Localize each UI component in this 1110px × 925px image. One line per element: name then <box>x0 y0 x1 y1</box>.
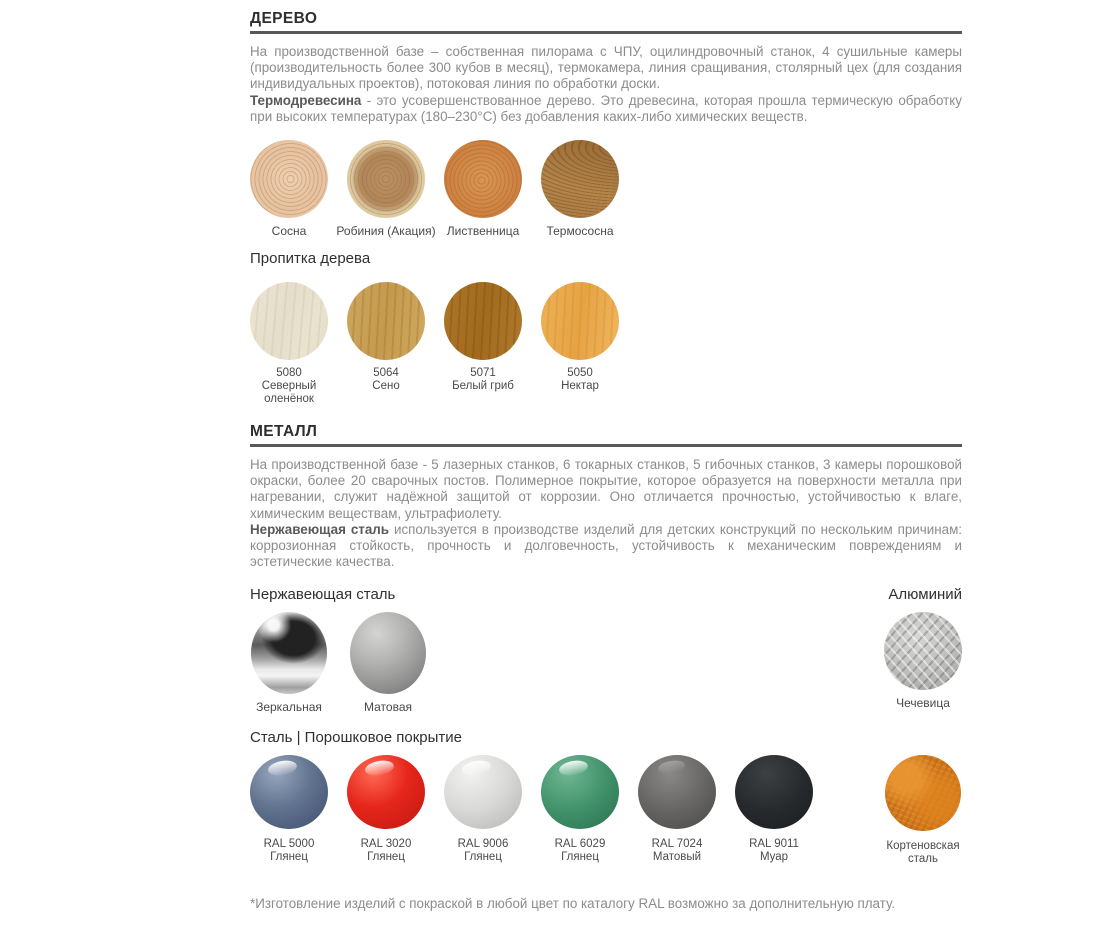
thermowood-text: - это усовершенствованное дерево. Это древесина, которая прошла термическую обработку при высоких температурах (180–230°С) без добавления каких-либо химических веществ. <box>250 92 962 124</box>
wood-species-cell <box>250 140 328 238</box>
stainless-lead: Нержавеющая сталь <box>250 521 390 537</box>
powder-cell <box>250 755 328 866</box>
diamond-plate-swatch <box>884 612 962 690</box>
impregnation-title: Пропитка дерева <box>250 250 371 268</box>
swatch-label: Сосна <box>271 224 307 239</box>
wood-intro-text: На производственной базе – собственная пилорама с ЧПУ, оцилиндровочный станок, 4 сушильные камеры (производительность более 300 кубов в месяц), термокамера, линия сращивания, столярный цех (для создания индивидуальных проектов), потоковая линия по обработки доски. <box>250 44 962 92</box>
impregnation-cell <box>347 282 425 405</box>
ral-code: RAL 6029 <box>554 838 606 851</box>
powder-cell <box>735 755 813 866</box>
impregnation-name: Сено <box>372 380 400 393</box>
stainless-cell <box>349 612 427 714</box>
ral9006-swatch <box>444 755 522 829</box>
swatch-label: Термососна <box>546 224 614 239</box>
robinia-wood-swatch <box>347 140 425 218</box>
metal-intro-paragraph <box>250 457 962 570</box>
ral5000-swatch <box>250 755 328 829</box>
impregnation-code: 5064 <box>373 367 399 380</box>
impregnation-swatch-5050 <box>541 282 619 360</box>
wood-species-row <box>250 140 962 238</box>
swatch-label: Зеркальная <box>256 700 322 715</box>
ral-finish: Муар <box>759 851 789 864</box>
swatch-label: Чечевица <box>896 696 950 711</box>
mirror-steel-swatch <box>251 612 327 694</box>
wood-intro-paragraph <box>250 44 962 125</box>
powder-coating-title: Сталь | Порошковое покрытие <box>250 729 462 747</box>
metal-section <box>250 423 962 911</box>
ral-code: RAL 9006 <box>457 838 509 851</box>
stainless-text: используется в производстве изделий для детских конструкций по нескольким причинам: коррозионная стойкость, прочность и долговечность, устойчивость к механическим повреждениям и эстетические качества. <box>250 521 963 570</box>
powder-cell <box>444 755 522 866</box>
content-column <box>250 0 962 925</box>
wood-species-cell <box>541 140 619 238</box>
ral9011-swatch <box>735 755 813 829</box>
stainless-title: Нержавеющая сталь <box>250 586 396 604</box>
aluminum-cell <box>884 612 962 710</box>
ral-finish: Глянец <box>270 851 308 864</box>
powder-cell <box>638 755 716 866</box>
thermowood-lead: Термодревесина <box>250 92 362 108</box>
matte-steel-swatch <box>350 612 426 694</box>
ral3020-swatch <box>347 755 425 829</box>
aluminum-title: Алюминий <box>888 586 962 604</box>
swatch-label: Матовая <box>364 700 412 715</box>
wood-section-title: ДЕРЕВО <box>250 10 962 34</box>
ral-code: RAL 7024 <box>651 838 703 851</box>
ral-footnote: *Изготовление изделий с покраской в любой цвет по каталогу RAL возможно за дополнительную плату. <box>250 896 896 912</box>
ral-finish: Матовый <box>652 851 702 864</box>
wood-species-cell <box>444 140 522 238</box>
impregnation-name: Нектар <box>561 380 599 393</box>
metal-section-title: МЕТАЛЛ <box>250 423 962 447</box>
ral-code: RAL 3020 <box>360 838 412 851</box>
impregnation-row <box>250 282 962 405</box>
larch-wood-swatch <box>444 140 522 218</box>
pine-wood-swatch <box>250 140 328 218</box>
thermopine-wood-swatch <box>541 140 619 218</box>
metal-subheadings <box>250 586 962 603</box>
swatch-label: Кортеновская сталь <box>886 840 960 866</box>
ral-finish: Глянец <box>561 851 599 864</box>
impregnation-code: 5080 <box>276 367 302 380</box>
ral-code: RAL 9011 <box>749 838 799 851</box>
stainless-row <box>250 612 962 714</box>
swatch-label: Робиния (Акация) <box>336 224 436 239</box>
impregnation-name: Северный оленёнок <box>261 380 317 405</box>
powder-cell <box>541 755 619 866</box>
powder-cell <box>347 755 425 866</box>
metal-intro-text: На производственной базе - 5 лазерных станков, 6 токарных станков, 5 гибочных станков, 3 камеры порошковой окраски, более 20 сварочных постов. Полимерное покрытие, которое образуется на поверхности металла при нагревании, служит надёжной защитой от коррозии. Оно отличается прочностью, устойчивостью к влаге, химическим веществам, ультрафиолету. <box>250 457 962 521</box>
corten-cell <box>884 755 962 866</box>
stainless-cell <box>250 612 328 714</box>
impregnation-cell <box>250 282 328 405</box>
ral-code: RAL 5000 <box>263 838 315 851</box>
impregnation-swatch-5071 <box>444 282 522 360</box>
wood-species-cell <box>336 140 436 239</box>
impregnation-name: Белый гриб <box>452 380 514 393</box>
impregnation-cell <box>444 282 522 405</box>
ral-finish: Глянец <box>367 851 405 864</box>
ral7024-swatch <box>638 755 716 829</box>
wood-section <box>250 10 962 405</box>
impregnation-code: 5071 <box>470 367 496 380</box>
powder-coating-row <box>250 755 962 866</box>
impregnation-swatch-5080 <box>250 282 328 360</box>
swatch-label: Лиственница <box>446 224 520 239</box>
ral-finish: Глянец <box>464 851 502 864</box>
corten-steel-swatch <box>885 755 961 831</box>
impregnation-code: 5050 <box>567 367 593 380</box>
impregnation-swatch-5064 <box>347 282 425 360</box>
impregnation-cell <box>541 282 619 405</box>
ral6029-swatch <box>541 755 619 829</box>
